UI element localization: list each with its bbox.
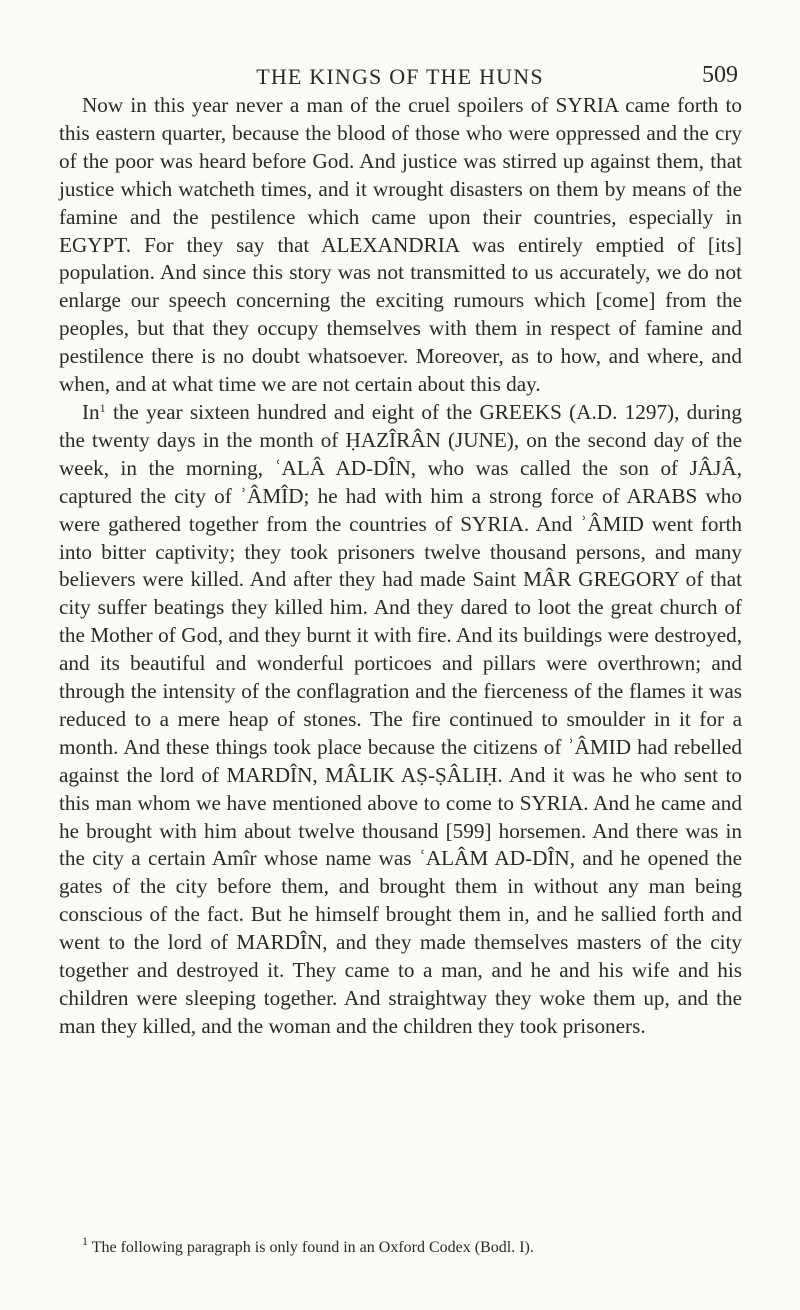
body-text <box>59 92 742 1041</box>
footnote <box>82 1234 742 1258</box>
page-header <box>60 62 740 92</box>
paragraph-1: Now in this year never a man of the cruel spoilers of SYRIA came forth to this eastern quarter, because the blood of those who were oppressed and the cry of the poor was heard before God. And justice was stirred up against them, that justice which watcheth times, and it wrought disasters on them by means of the famine and the pestilence which came upon their countries, especially in EGYPT. For they say that ALEXANDRIA was entirely emptied of [its] population. And since this story was not transmitted to us accurately, we do not enlarge our speech concerning the exciting rumours which [come] from the peoples, but that they occupy themselves with them in respect of famine and pestilence there is no doubt whatsoever. Moreover, as to how, and where, and when, and at what time we are not certain about this day. <box>59 93 742 397</box>
footnote-marker: 1 <box>82 1234 88 1248</box>
paragraph-2-text: the year sixteen hundred and eight of the GREEKS (A.D. 1297), during the twenty days in the month of ḤAZÎRÂN (JUNE), on the second day of the week, in the morning, ʿALÂ AD-DÎN, who was called the son of JÂJÂ, captured the city of ʾÂMÎD; he had with him a strong force of ARABS who were gathered together from the countries of SYRIA. And ʾÂMID went forth into bitter captivity; they took prisoners twelve thousand persons, and many believers were killed. And after they had made Saint MÂR GREGORY of that city suffer beatings they killed him. And they dared to loot the great church of the Mother of God, and they burnt it with fire. And its buildings were destroyed, and its beautiful and wonderful porticoes and pillars were overthrown; and through the intensity of the conflagration and the fierceness of the flames it was reduced to a mere heap of stones. The fire continued to smoulder in it for a month. And these things took place because the citizens of ʾÂMID had rebelled against the lord of MARDÎN, MÂLIK AṢ-ṢÂLIḤ. And it was he who sent to this man whom we have mentioned above to come to SYRIA. And he came and he brought with him about twelve thousand [599] horsemen. And there was in the city a certain Amîr whose name was ʿALÂM AD-DÎN, and he opened the gates of the city before them, and brought them in without any man being conscious of the fact. But he himself brought them in, and he sallied forth and went to the lord of MARDÎN, and they made themselves masters of the city together and destroyed it. They came to a man, and he and his wife and his children were sleeping together. And straightway they woke them up, and the man they killed, and the woman and the children they took prisoners. <box>59 399 742 1038</box>
running-head: THE KINGS OF THE HUNS <box>256 64 544 89</box>
paragraph-2-lead: In <box>82 399 100 424</box>
page-number: 509 <box>702 62 738 88</box>
footnote-reference: 1 <box>99 400 106 415</box>
paragraph-2 <box>59 399 742 1041</box>
footnote-text: The following paragraph is only found in an Oxford Codex (Bodl. I). <box>91 1239 534 1256</box>
